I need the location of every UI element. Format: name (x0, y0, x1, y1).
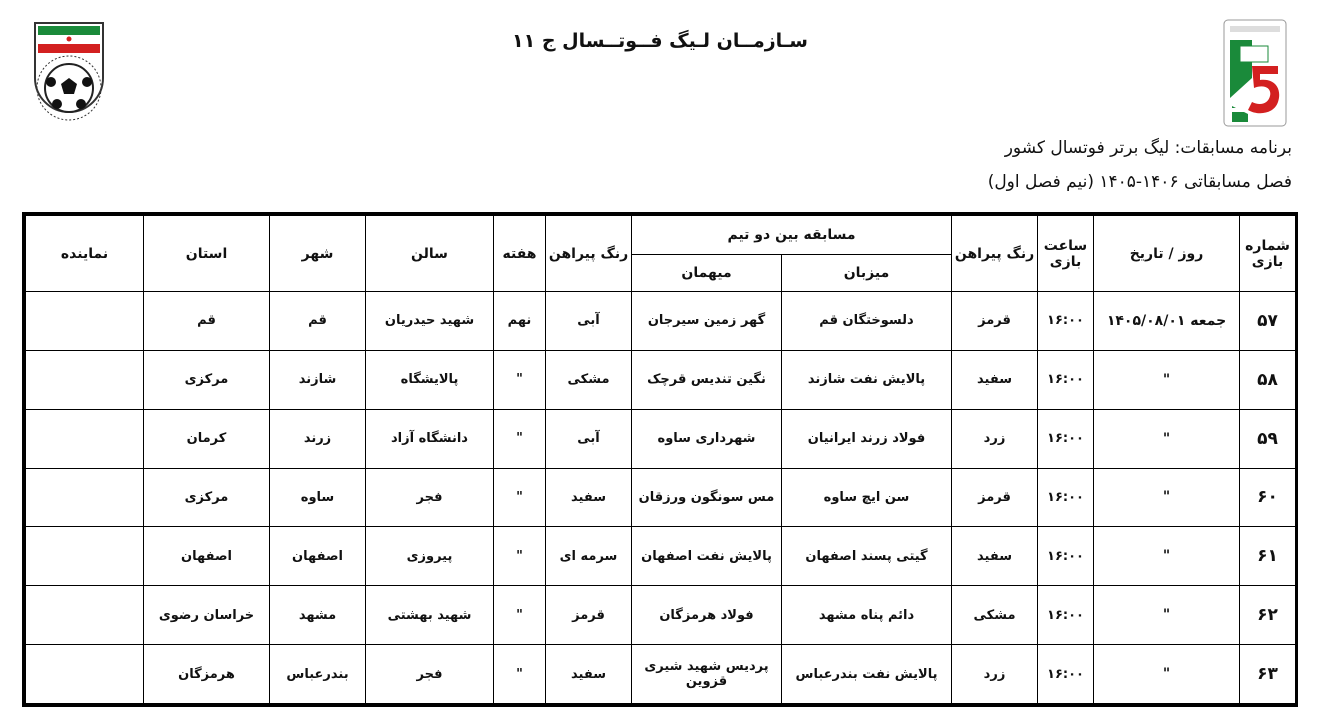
cell-representative (26, 409, 144, 468)
cell-guest: گهر زمین سیرجان (632, 292, 782, 351)
futsal-league-logo (1222, 18, 1288, 128)
cell-date: " (1094, 409, 1240, 468)
cell-city: مشهد (270, 586, 366, 645)
cell-week: " (494, 409, 546, 468)
cell-guest: نگین تندیس قرچک (632, 350, 782, 409)
cell-host: گیتی پسند اصفهان (782, 527, 952, 586)
table-row (26, 350, 1296, 409)
cell-host: پالایش نفت بندرعباس (782, 645, 952, 704)
table-row (26, 409, 1296, 468)
header-day-date: روز / تاریخ (1094, 216, 1240, 292)
cell-hall: فجر (366, 468, 494, 527)
cell-representative (26, 527, 144, 586)
cell-date: جمعه ۱۴۰۵/۰۸/۰۱ (1094, 292, 1240, 351)
cell-province: کرمان (144, 409, 270, 468)
cell-week: " (494, 468, 546, 527)
cell-city: ساوه (270, 468, 366, 527)
cell-game-no: ۶۲ (1240, 586, 1296, 645)
cell-city: زرند (270, 409, 366, 468)
cell-guest: پالایش نفت اصفهان (632, 527, 782, 586)
cell-city: شازند (270, 350, 366, 409)
cell-representative (26, 645, 144, 704)
season-title: فصل مسابقاتی ۱۴۰۶-۱۴۰۵ (نیم فصل اول) (987, 172, 1292, 192)
cell-representative (26, 586, 144, 645)
table-row (26, 292, 1296, 351)
cell-guest: شهرداری ساوه (632, 409, 782, 468)
cell-week: " (494, 586, 546, 645)
cell-home-color: سفید (952, 527, 1038, 586)
organization-title: سـازمــان لـیگ فــوتــسال ج ۱۱ (512, 30, 808, 52)
football-federation-logo (32, 20, 106, 124)
table-row (26, 586, 1296, 645)
cell-game-no: ۵۹ (1240, 409, 1296, 468)
header-game-no: شماره بازی (1240, 216, 1296, 292)
cell-province: هرمزگان (144, 645, 270, 704)
cell-week: " (494, 527, 546, 586)
cell-time: ۱۶:۰۰ (1038, 645, 1094, 704)
cell-guest-color: مشکی (546, 350, 632, 409)
cell-home-color: سفید (952, 350, 1038, 409)
cell-province: خراسان رضوی (144, 586, 270, 645)
cell-guest-color: سرمه ای (546, 527, 632, 586)
cell-hall: شهید بهشتی (366, 586, 494, 645)
cell-host: پالایش نفت شازند (782, 350, 952, 409)
cell-date: " (1094, 586, 1240, 645)
table-row (26, 527, 1296, 586)
cell-game-no: ۶۰ (1240, 468, 1296, 527)
header-week: هفته (494, 216, 546, 292)
cell-game-no: ۶۱ (1240, 527, 1296, 586)
schedule-table-container (22, 212, 1298, 707)
cell-time: ۱۶:۰۰ (1038, 350, 1094, 409)
cell-host: سن ایچ ساوه (782, 468, 952, 527)
cell-guest-color: سفید (546, 468, 632, 527)
cell-week: " (494, 350, 546, 409)
schedule-table (25, 215, 1296, 704)
cell-guest-color: آبی (546, 409, 632, 468)
cell-week: نهم (494, 292, 546, 351)
cell-game-no: ۶۳ (1240, 645, 1296, 704)
cell-representative (26, 468, 144, 527)
cell-hall: شهید حیدریان (366, 292, 494, 351)
cell-home-color: زرد (952, 409, 1038, 468)
table-row (26, 645, 1296, 704)
program-title: برنامه مسابقات: لیگ برتر فوتسال کشور (1004, 138, 1292, 158)
cell-representative (26, 350, 144, 409)
cell-home-color: مشکی (952, 586, 1038, 645)
cell-date: " (1094, 350, 1240, 409)
futsal-league-logo-icon (1222, 18, 1288, 128)
header-representative: نماینده (26, 216, 144, 292)
cell-host: دائم پناه مشهد (782, 586, 952, 645)
cell-time: ۱۶:۰۰ (1038, 527, 1094, 586)
cell-representative (26, 292, 144, 351)
cell-city: بندرعباس (270, 645, 366, 704)
cell-host: دلسوختگان قم (782, 292, 952, 351)
cell-guest: فولاد هرمزگان (632, 586, 782, 645)
table-row (26, 468, 1296, 527)
header-match-between: مسابقه بین دو تیم (632, 216, 952, 255)
header-host: میزبان (782, 255, 952, 292)
cell-time: ۱۶:۰۰ (1038, 586, 1094, 645)
header-shirt-color-home: رنگ پیراهن (952, 216, 1038, 292)
cell-home-color: قرمز (952, 292, 1038, 351)
header-time: ساعت بازی (1038, 216, 1094, 292)
football-federation-logo-icon (32, 20, 106, 124)
cell-city: اصفهان (270, 527, 366, 586)
header-hall: سالن (366, 216, 494, 292)
cell-date: " (1094, 468, 1240, 527)
cell-home-color: زرد (952, 645, 1038, 704)
cell-week: " (494, 645, 546, 704)
cell-time: ۱۶:۰۰ (1038, 409, 1094, 468)
cell-guest-color: آبی (546, 292, 632, 351)
cell-home-color: قرمز (952, 468, 1038, 527)
cell-time: ۱۶:۰۰ (1038, 468, 1094, 527)
header-city: شهر (270, 216, 366, 292)
cell-province: مرکزی (144, 468, 270, 527)
cell-time: ۱۶:۰۰ (1038, 292, 1094, 351)
cell-guest-color: سفید (546, 645, 632, 704)
header-guest: میهمان (632, 255, 782, 292)
cell-game-no: ۵۸ (1240, 350, 1296, 409)
cell-guest: پردیس شهید شیری قزوین (632, 645, 782, 704)
cell-province: قم (144, 292, 270, 351)
cell-date: " (1094, 527, 1240, 586)
cell-game-no: ۵۷ (1240, 292, 1296, 351)
header-shirt-color-guest: رنگ پیراهن (546, 216, 632, 292)
header-province: استان (144, 216, 270, 292)
cell-hall: پالایشگاه (366, 350, 494, 409)
cell-hall: پیروزی (366, 527, 494, 586)
cell-hall: دانشگاه آزاد (366, 409, 494, 468)
cell-date: " (1094, 645, 1240, 704)
cell-guest-color: قرمز (546, 586, 632, 645)
cell-host: فولاد زرند ایرانیان (782, 409, 952, 468)
table-header-row (26, 216, 1296, 255)
cell-province: اصفهان (144, 527, 270, 586)
cell-guest: مس سونگون ورزقان (632, 468, 782, 527)
cell-province: مرکزی (144, 350, 270, 409)
cell-city: قم (270, 292, 366, 351)
cell-hall: فجر (366, 645, 494, 704)
